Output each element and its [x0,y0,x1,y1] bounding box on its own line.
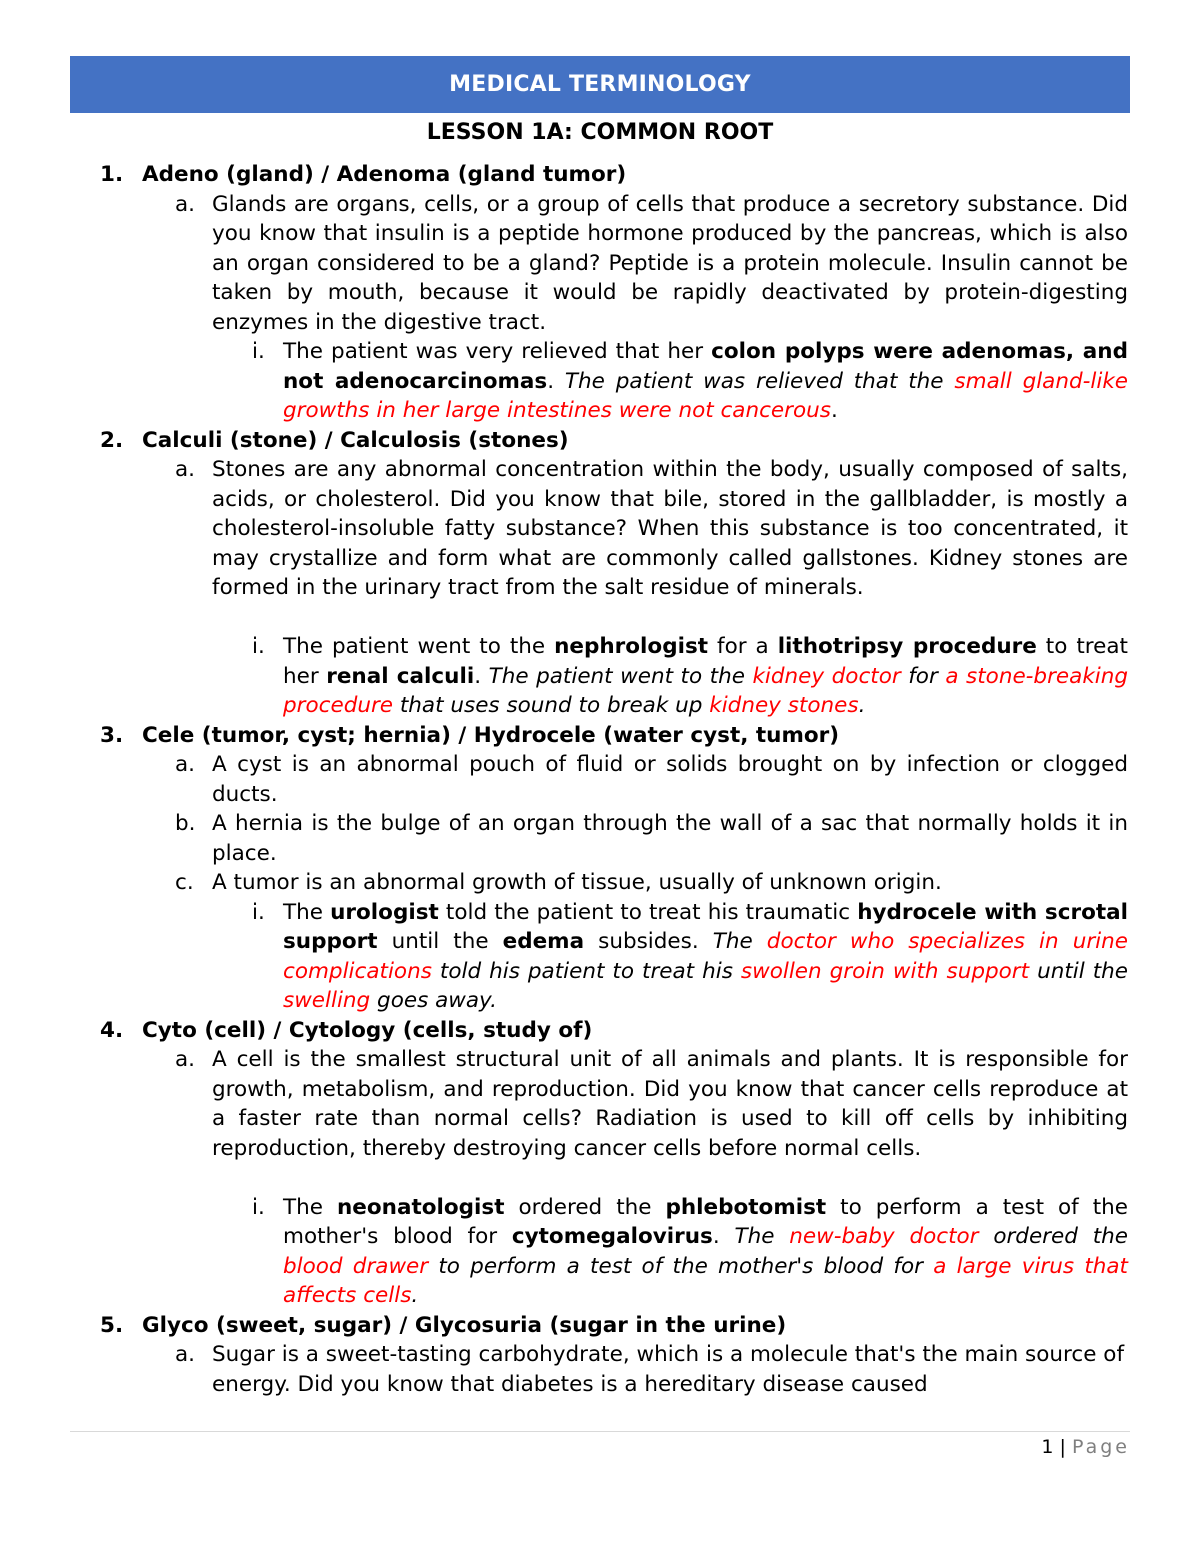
definition-text: A cell is the smallest structural unit of all animals and plants. It is responsible for growth, metabolism, and reproduction. Did you know that cancer cells reproduce at a faster rate than normal cells? Radiation is used to kill off cells by inhibiting reproduction, thereby destroying cancer cells before normal cells. [212,1047,1128,1161]
plain-meaning: small gland-like growths in her large intestines were not cancerous [283,368,1129,423]
section-number: 3. [100,722,124,748]
section-number: 5. [100,1312,124,1338]
section-heading-row [0,160,1200,190]
medical-term: cytomegalovirus [511,1224,713,1249]
definition-marker: c. [175,870,194,895]
definition-item [0,868,1200,898]
definition-marker: a. [175,191,196,217]
plain-meaning: swollen groin with support [740,958,1030,984]
translation-text: for [900,663,946,689]
example-run: The [283,1194,337,1220]
definition-item [0,1045,1200,1193]
example-marker: i. [252,899,265,925]
example-text [283,632,1128,721]
medical-term: nephrologist [554,634,709,659]
example-run: . [547,368,565,394]
translation-text: The patient went to the [488,663,753,689]
translation-text: The patient was relieved that the [564,368,955,394]
example-text [283,1193,1128,1311]
example-item [0,632,1200,721]
example-item [0,898,1200,1016]
example-run: The [283,899,331,925]
plain-meaning: swelling [283,988,371,1013]
example-run: to treat her [283,634,1128,689]
section-number: 1. [100,162,124,187]
plain-meaning: kidney stones [709,693,859,718]
footer-separator: | [1059,1436,1066,1458]
section-number: 2. [100,427,124,453]
translation-text: The [712,929,767,954]
example-run: to perform a test of the mother's blood for [283,1194,1128,1249]
section-heading: Adeno (gland) / Adenoma (gland tumor) [142,162,627,187]
section-heading-row [0,1016,1200,1046]
example-run: The patient went to the [283,634,555,659]
example-run: The patient was very relieved that her [283,339,712,364]
definition-item [0,750,1200,809]
translation-text: goes away. [370,988,497,1013]
definition-text: Stones are any abnormal concentration within the body, usually composed of salts, acids, or cholesterol. Did you know that bile, stored in the gallbladder, is mostly a cholesterol-insoluble fatty substance? When this substance is too concentrated, it may crystallize and form what are commonly called gallstones. Kidney stones are formed in the urinary tract from the salt residue of minerals. [212,457,1128,600]
example-marker: i. [252,634,265,659]
definition-text: A hernia is the bulge of an organ through the wall of a sac that normally holds it in place. [212,811,1128,866]
example-run: ordered the [504,1194,666,1220]
example-marker: i. [252,339,265,364]
section-heading: Cele (tumor, cyst; hernia) / Hydrocele (water cyst, tumor) [142,722,840,748]
plain-meaning: kidney doctor [752,663,901,689]
example-item [0,1193,1200,1311]
document-body [0,160,1200,1428]
translation-text: to perform a test of the mother's blood for [428,1253,934,1279]
translation-text: . [858,693,866,718]
medical-term: phlebotomist [665,1194,827,1220]
medical-term: colon polyps were adenomas, and not adenocarcinomas [283,339,1128,394]
medical-term: urologist [330,899,439,925]
medical-term: lithotripsy procedure [777,634,1037,659]
definition-marker: a. [175,1342,196,1367]
section-number: 4. [100,1017,124,1043]
example-run: subsides. [584,929,713,954]
section-heading-row [0,1311,1200,1341]
example-run: until the [377,929,503,954]
example-run: for a [708,634,778,659]
example-marker: i. [252,1194,265,1220]
definition-item [0,190,1200,338]
definition-text: Glands are organs, cells, or a group of cells that produce a secretory substance. Did you know that insulin is a peptide hormone produced by the pancreas, which is also an organ considered to be a gland? Peptide is a protein molecule. Insulin cannot be taken by mouth, because it would be rapidly deactivated by protein-digesting enzymes in the digestive tract. [212,191,1128,335]
section-heading: Calculi (stone) / Calculosis (stones) [142,427,569,453]
definition-marker: b. [175,811,196,836]
definition-text: A cyst is an abnormal pouch of fluid or solids brought on by infection or clogged ducts. [212,752,1128,807]
plain-meaning: doctor who specializes in urine complications [283,929,1129,984]
footer-divider [70,1431,1130,1432]
plain-meaning: blood drawer [283,1253,429,1279]
translation-text: . [411,1283,419,1308]
definition-marker: a. [175,1047,196,1072]
definition-item [0,809,1200,868]
definition-item [0,1340,1200,1399]
example-text [283,337,1128,426]
example-run: told the patient to treat his traumatic [438,899,858,925]
document-title: MEDICAL TERMINOLOGY [449,72,751,97]
example-text [283,898,1128,1016]
section-heading-row [0,426,1200,456]
translation-text: ordered the [978,1224,1128,1249]
example-run: . [712,1224,735,1249]
lesson-title: LESSON 1A: COMMON ROOT [426,120,774,145]
medical-term: edema [502,929,585,954]
page-footer [1041,1435,1130,1459]
translation-text: The [734,1224,790,1249]
translation-text: until the [1029,958,1128,984]
definition-marker: a. [175,752,196,777]
example-run: . [830,398,838,423]
definition-text: A tumor is an abnormal growth of tissue, usually of unknown origin. [212,870,942,895]
translation-text: told his patient to treat his [431,958,741,984]
medical-term: neonatologist [336,1194,505,1220]
plain-meaning: a stone-breaking procedure [283,663,1129,718]
plain-meaning: a large virus that affects cells [283,1253,1128,1308]
section-heading: Glyco (sweet, sugar) / Glycosuria (sugar in the urine) [142,1312,787,1338]
definition-text: Sugar is a sweet-tasting carbohydrate, which is a molecule that's the main source of energy. Did you know that diabetes is a hereditary disease caused [212,1342,1125,1397]
page-label: Page [1072,1436,1130,1458]
definition-marker: a. [175,457,196,482]
translation-text: that uses sound to break up [393,693,710,718]
example-run: . [474,663,489,689]
example-item [0,337,1200,426]
plain-meaning: new-baby doctor [789,1224,979,1249]
medical-term: renal calculi [326,663,475,689]
section-heading-row [0,721,1200,751]
section-heading: Cyto (cell) / Cytology (cells, study of) [142,1017,593,1043]
page-number: 1 [1041,1436,1054,1458]
medical-term: hydrocele with scrotal support [283,899,1128,954]
definition-item [0,455,1200,632]
document-title-bar [70,56,1130,113]
